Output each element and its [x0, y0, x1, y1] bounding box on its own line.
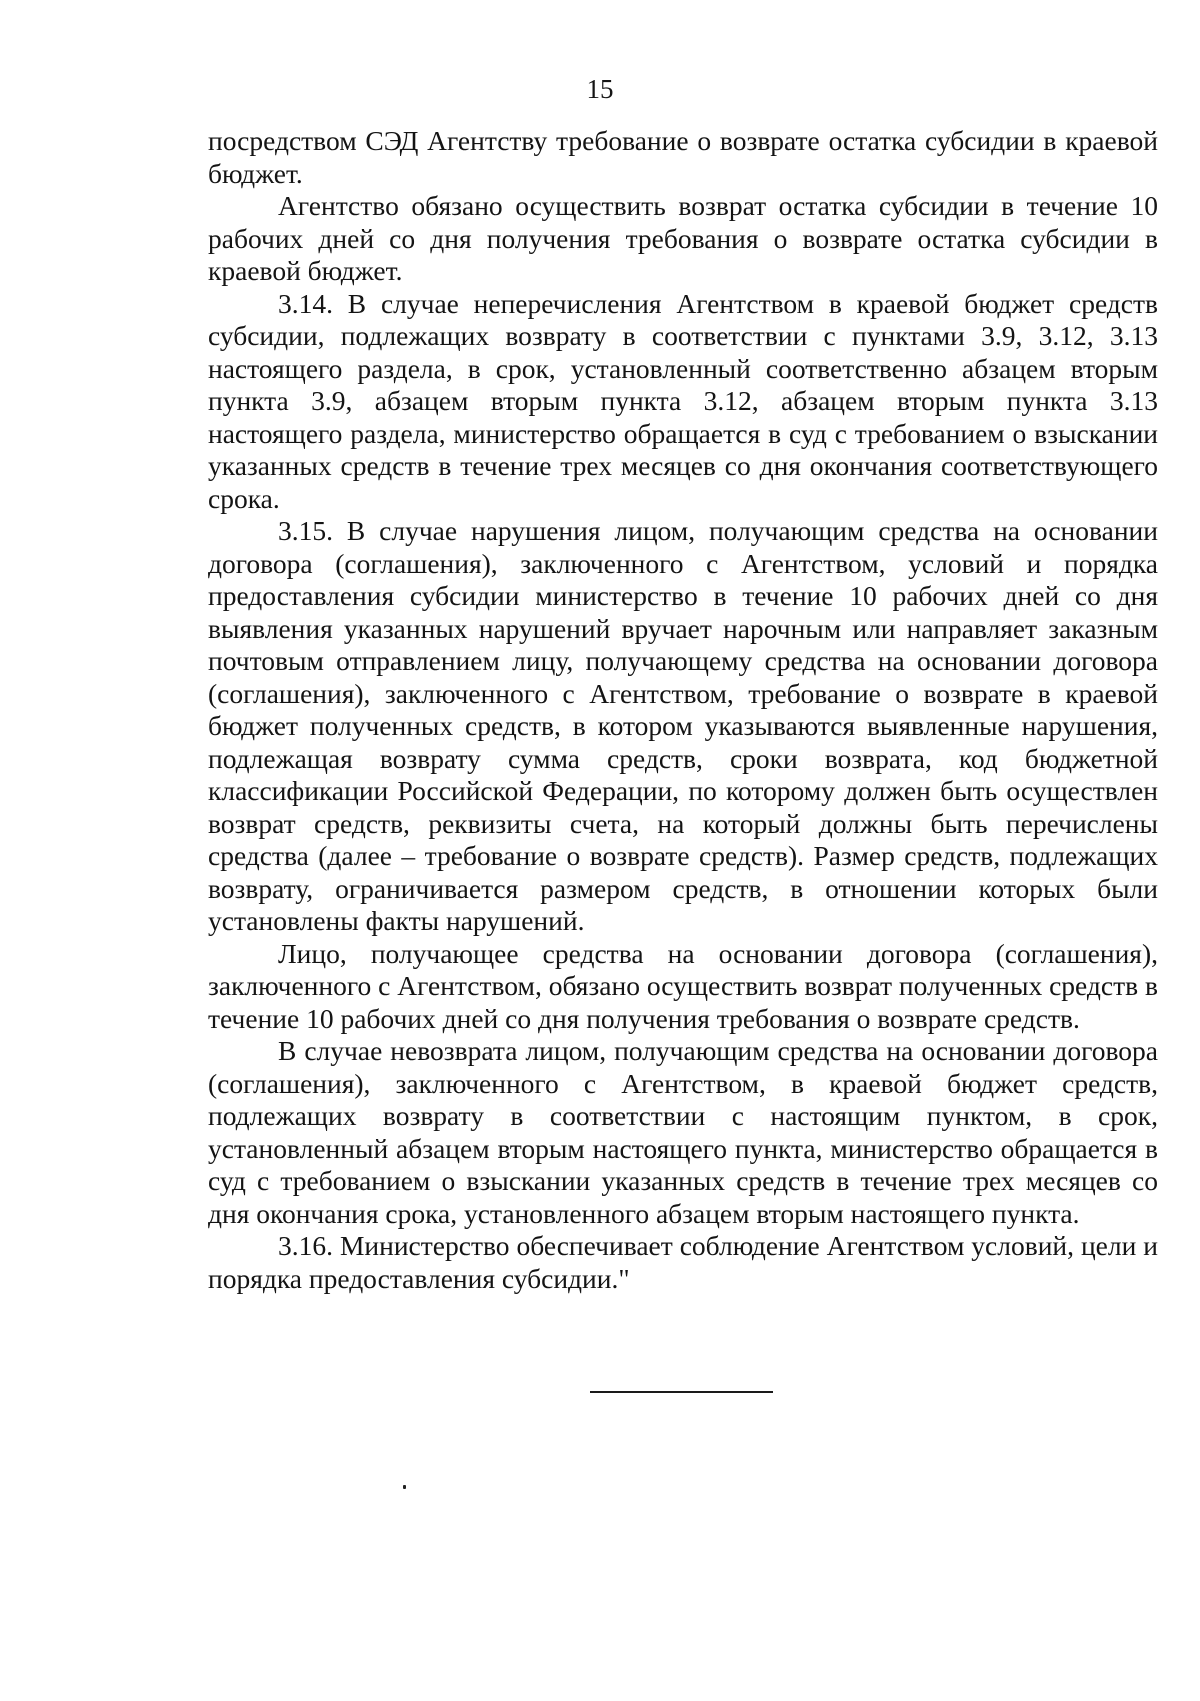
- scan-speck: [403, 1485, 406, 1489]
- paragraph-recipient-return-obligation: Лицо, получающее средства на основании договора (соглашения), заключенного с Агентством, обязано осуществить возврат полученных средств в течение 10 рабочих дней со дня получения требования о возврате средств.: [208, 937, 1158, 1034]
- paragraph-continuation: посредством СЭД Агентству требование о возврате остатка субсидии в краевой бюджет.: [208, 125, 1158, 189]
- document-body: [208, 125, 1158, 1295]
- paragraph-clause-3-14: 3.14. В случае неперечисления Агентством в краевой бюджет средств субсидии, подлежащих возврату в соответствии с пунктами 3.9, 3.12, 3.13 настоящего раздела, в срок, установленный соответственно абзацем вторым пункта 3.9, абзацем вторым пункта 3.12, абзацем вторым пункта 3.13 настоящего раздела, министерство обращается в суд с требованием о взыскании указанных средств в течение трех месяцев со дня окончания соответствующего срока.: [208, 287, 1158, 514]
- paragraph-clause-3-15: 3.15. В случае нарушения лицом, получающим средства на основании договора (соглашения), заключенного с Агентством, условий и порядка предоставления субсидии министерство в течение 10 рабочих дней со дня выявления указанных нарушений вручает нарочным или направляет заказным почтовым отправлением лицу, получающему средства на основании договора (соглашения), заключенного с Агентством, требование о возврате в краевой бюджет полученных средств, в котором указываются выявленные нарушения, подлежащая возврату сумма средств, сроки возврата, код бюджетной классификации Российской Федерации, по которому должен быть осуществлен возврат средств, реквизиты счета, на который должны быть перечислены средства (далее – требование о возврате средств). Размер средств, подлежащих возврату, ограничивается размером средств, в отношении которых были установлены факты нарушений.: [208, 515, 1158, 936]
- page-number: 15: [586, 74, 614, 104]
- paragraph-clause-3-16: 3.16. Министерство обеспечивает соблюдение Агентством условий, цели и порядка предоставления субсидии.": [208, 1230, 1158, 1294]
- paragraph-agency-return-obligation: Агентство обязано осуществить возврат остатка субсидии в течение 10 рабочих дней со дня получения требования о возврате остатка субсидии в краевой бюджет.: [208, 190, 1158, 286]
- end-of-document-rule: [590, 1391, 773, 1393]
- paragraph-non-return-court: В случае невозврата лицом, получающим средства на основании договора (соглашения), заключенного с Агентством, в краевой бюджет средств, подлежащих возврату в соответствии с настоящим пунктом, в срок, установленный абзацем вторым настоящего пункта, министерство обращается в суд с требованием о взыскании указанных средств в течение трех месяцев со дня окончания срока, установленного абзацем вторым настоящего пункта.: [208, 1035, 1158, 1229]
